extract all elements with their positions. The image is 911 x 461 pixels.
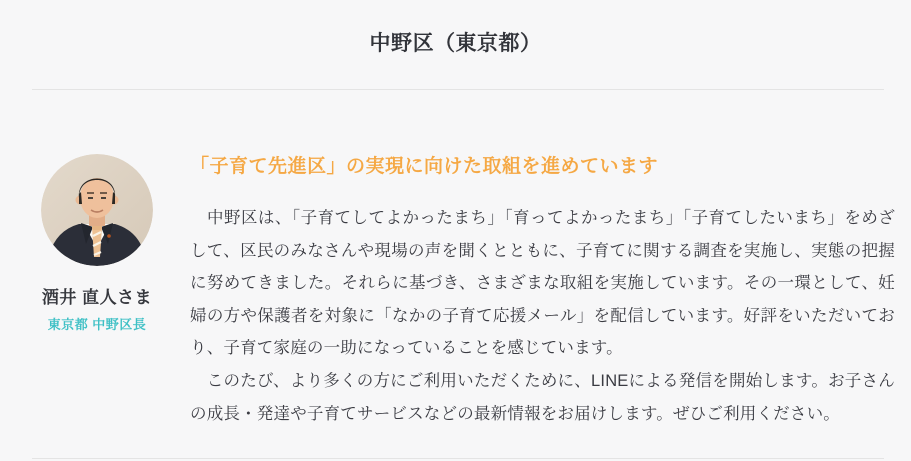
section-header <box>0 0 911 60</box>
testimonial-body <box>190 202 895 430</box>
testimonial-content <box>0 154 911 430</box>
header-divider <box>32 89 884 90</box>
mayor-photo <box>41 154 153 266</box>
page-title: 中野区（東京都） <box>369 32 542 55</box>
bottom-divider <box>32 458 884 459</box>
testimonial-paragraph-2: このたび、より多くの方にご利用いただくために、LINEによる発信を開始します。お子さんの成長・発達や子育てサービスなどの最新情報をお届けします。ぜひご利用ください。 <box>190 371 895 423</box>
mayor-title: 東京都 中野区長 <box>47 317 147 332</box>
testimonial-heading: 「子育て先進区」の実現に向けた取組を進めています <box>190 156 659 177</box>
testimonial-paragraph-1: 中野区は、「子育てしてよかったまち」「育ってよかったまち」「子育てしたいまち」をめざして、区民のみなさんや現場の声を聞くとともに、子育てに関する調査を実施し、実態の把握に努めてきました。それらに基づき、さまざまな取組を実施しています。その一環として、妊婦の方や保護者を対象に「なかの子育て応援メール」を配信しています。好評をいただいており、子育て家庭の一助になっていることを感じています。 <box>190 209 895 358</box>
testimonial-text-column <box>190 154 895 430</box>
profile-column <box>33 154 161 333</box>
mayor-name: 酒井 直人さま <box>41 288 153 307</box>
